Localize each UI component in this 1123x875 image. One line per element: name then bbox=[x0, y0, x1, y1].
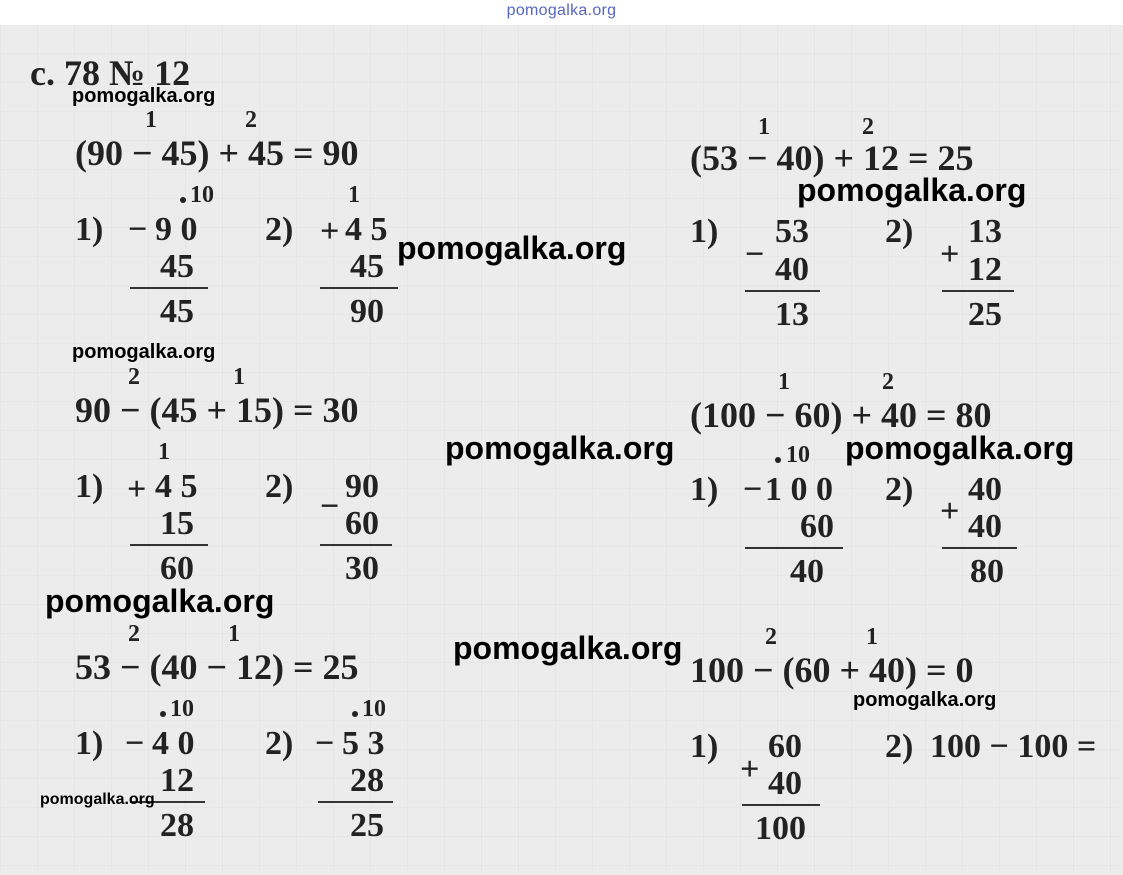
expression: 100 − 100 = bbox=[930, 728, 1097, 765]
watermark: pomogalka.org bbox=[797, 172, 1027, 208]
expression: (53 − 40) + 12 = 25 bbox=[690, 138, 974, 178]
addend: 40 bbox=[968, 471, 1002, 508]
result: 13 bbox=[775, 296, 809, 333]
carry-digit: 10 bbox=[362, 696, 386, 722]
borrow-dot bbox=[180, 197, 186, 203]
result-line bbox=[130, 544, 208, 546]
minus-sign: − bbox=[743, 471, 763, 508]
step-label: 2) bbox=[885, 213, 914, 250]
borrow-dot bbox=[775, 457, 781, 463]
site-header-link[interactable]: pomogalka.org bbox=[506, 2, 617, 19]
step-label: 1) bbox=[75, 211, 104, 248]
subtrahend: 28 bbox=[350, 762, 384, 799]
result-line bbox=[318, 801, 393, 803]
carry-digit: 10 bbox=[170, 696, 194, 722]
order-mark: 1 bbox=[778, 369, 790, 395]
page-heading: с. 78 № 12 bbox=[30, 53, 191, 93]
plus-sign: + bbox=[127, 471, 147, 508]
addend: 15 bbox=[160, 505, 194, 542]
order-mark: 2 bbox=[862, 114, 874, 140]
order-mark: 2 bbox=[128, 621, 140, 647]
plus-sign: + bbox=[740, 751, 760, 788]
expression: 100 − (60 + 40) = 0 bbox=[690, 650, 974, 690]
addend: 13 bbox=[968, 213, 1002, 250]
watermark: pomogalka.org bbox=[45, 583, 275, 619]
result: 80 bbox=[970, 553, 1004, 590]
expression: (90 − 45) + 45 = 90 bbox=[75, 133, 359, 173]
minus-sign: − bbox=[745, 236, 765, 273]
minuend: 53 bbox=[775, 213, 809, 250]
watermark: pomogalka.org bbox=[453, 630, 683, 666]
step-label: 1) bbox=[75, 725, 104, 762]
watermark: pomogalka.org bbox=[397, 230, 627, 266]
subtrahend: 45 bbox=[160, 248, 194, 285]
textbook-page bbox=[0, 25, 1123, 875]
borrow-dot bbox=[160, 711, 166, 717]
carry-digit: 10 bbox=[190, 182, 214, 208]
watermark: pomogalka.org bbox=[853, 689, 997, 711]
result: 60 bbox=[160, 550, 194, 587]
minus-sign: − bbox=[320, 488, 340, 525]
subtrahend: 12 bbox=[160, 762, 194, 799]
addend: 45 bbox=[350, 248, 384, 285]
order-mark: 2 bbox=[765, 624, 777, 650]
result-line bbox=[742, 804, 820, 806]
step-label: 1) bbox=[690, 471, 719, 508]
order-mark: 2 bbox=[245, 107, 257, 133]
order-mark: 1 bbox=[866, 624, 878, 650]
subtrahend: 40 bbox=[775, 251, 809, 288]
addend: 4 5 bbox=[155, 468, 198, 505]
watermark: pomogalka.org bbox=[40, 791, 155, 808]
result: 90 bbox=[350, 293, 384, 330]
result-line bbox=[942, 547, 1017, 549]
watermark: pomogalka.org bbox=[72, 341, 216, 363]
addend: 4 5 bbox=[345, 211, 388, 248]
step-label: 2) bbox=[885, 471, 914, 508]
minus-sign: − bbox=[315, 725, 335, 762]
step-label: 2) bbox=[265, 211, 294, 248]
result-line bbox=[745, 290, 820, 292]
addend: 12 bbox=[968, 251, 1002, 288]
result-line bbox=[320, 287, 398, 289]
result-line bbox=[130, 287, 208, 289]
result: 25 bbox=[350, 807, 384, 844]
order-mark: 2 bbox=[128, 364, 140, 390]
result-line bbox=[942, 290, 1014, 292]
expression: (100 − 60) + 40 = 80 bbox=[690, 395, 992, 435]
watermark: pomogalka.org bbox=[445, 430, 675, 466]
result: 28 bbox=[160, 807, 194, 844]
step-label: 1) bbox=[75, 468, 104, 505]
step-label: 1) bbox=[690, 213, 719, 250]
carry-digit: 10 bbox=[786, 442, 810, 468]
borrow-dot bbox=[352, 711, 358, 717]
minus-sign: − bbox=[128, 211, 148, 248]
step-label: 2) bbox=[265, 725, 294, 762]
addend: 40 bbox=[768, 765, 802, 802]
expression: 90 − (45 + 15) = 30 bbox=[75, 390, 359, 430]
minuend: 90 bbox=[345, 468, 379, 505]
carry-digit: 1 bbox=[158, 439, 170, 465]
order-mark: 1 bbox=[145, 107, 157, 133]
step-label: 2) bbox=[265, 468, 294, 505]
result: 25 bbox=[968, 296, 1002, 333]
subtrahend: 60 bbox=[800, 508, 834, 545]
result: 100 bbox=[755, 810, 806, 847]
subtrahend: 60 bbox=[345, 505, 379, 542]
minuend: 5 3 bbox=[342, 725, 385, 762]
minus-sign: − bbox=[125, 725, 145, 762]
result-line bbox=[745, 547, 843, 549]
order-mark: 1 bbox=[233, 364, 245, 390]
plus-sign: + bbox=[940, 236, 960, 273]
expression: 53 − (40 − 12) = 25 bbox=[75, 647, 359, 687]
watermark: pomogalka.org bbox=[845, 430, 1075, 466]
result: 40 bbox=[790, 553, 824, 590]
carry-digit: 1 bbox=[348, 182, 360, 208]
watermark: pomogalka.org bbox=[72, 85, 216, 107]
step-label: 2) bbox=[885, 728, 914, 765]
plus-sign: + bbox=[320, 213, 340, 250]
result: 30 bbox=[345, 550, 379, 587]
order-mark: 1 bbox=[758, 114, 770, 140]
order-mark: 1 bbox=[228, 621, 240, 647]
addend: 40 bbox=[968, 508, 1002, 545]
addend: 60 bbox=[768, 728, 802, 765]
plus-sign: + bbox=[940, 493, 960, 530]
order-mark: 2 bbox=[882, 369, 894, 395]
result: 45 bbox=[160, 293, 194, 330]
minuend: 1 0 0 bbox=[765, 471, 833, 508]
result-line bbox=[320, 544, 392, 546]
minuend: 9 0 bbox=[155, 211, 198, 248]
minuend: 4 0 bbox=[152, 725, 195, 762]
step-label: 1) bbox=[690, 728, 719, 765]
